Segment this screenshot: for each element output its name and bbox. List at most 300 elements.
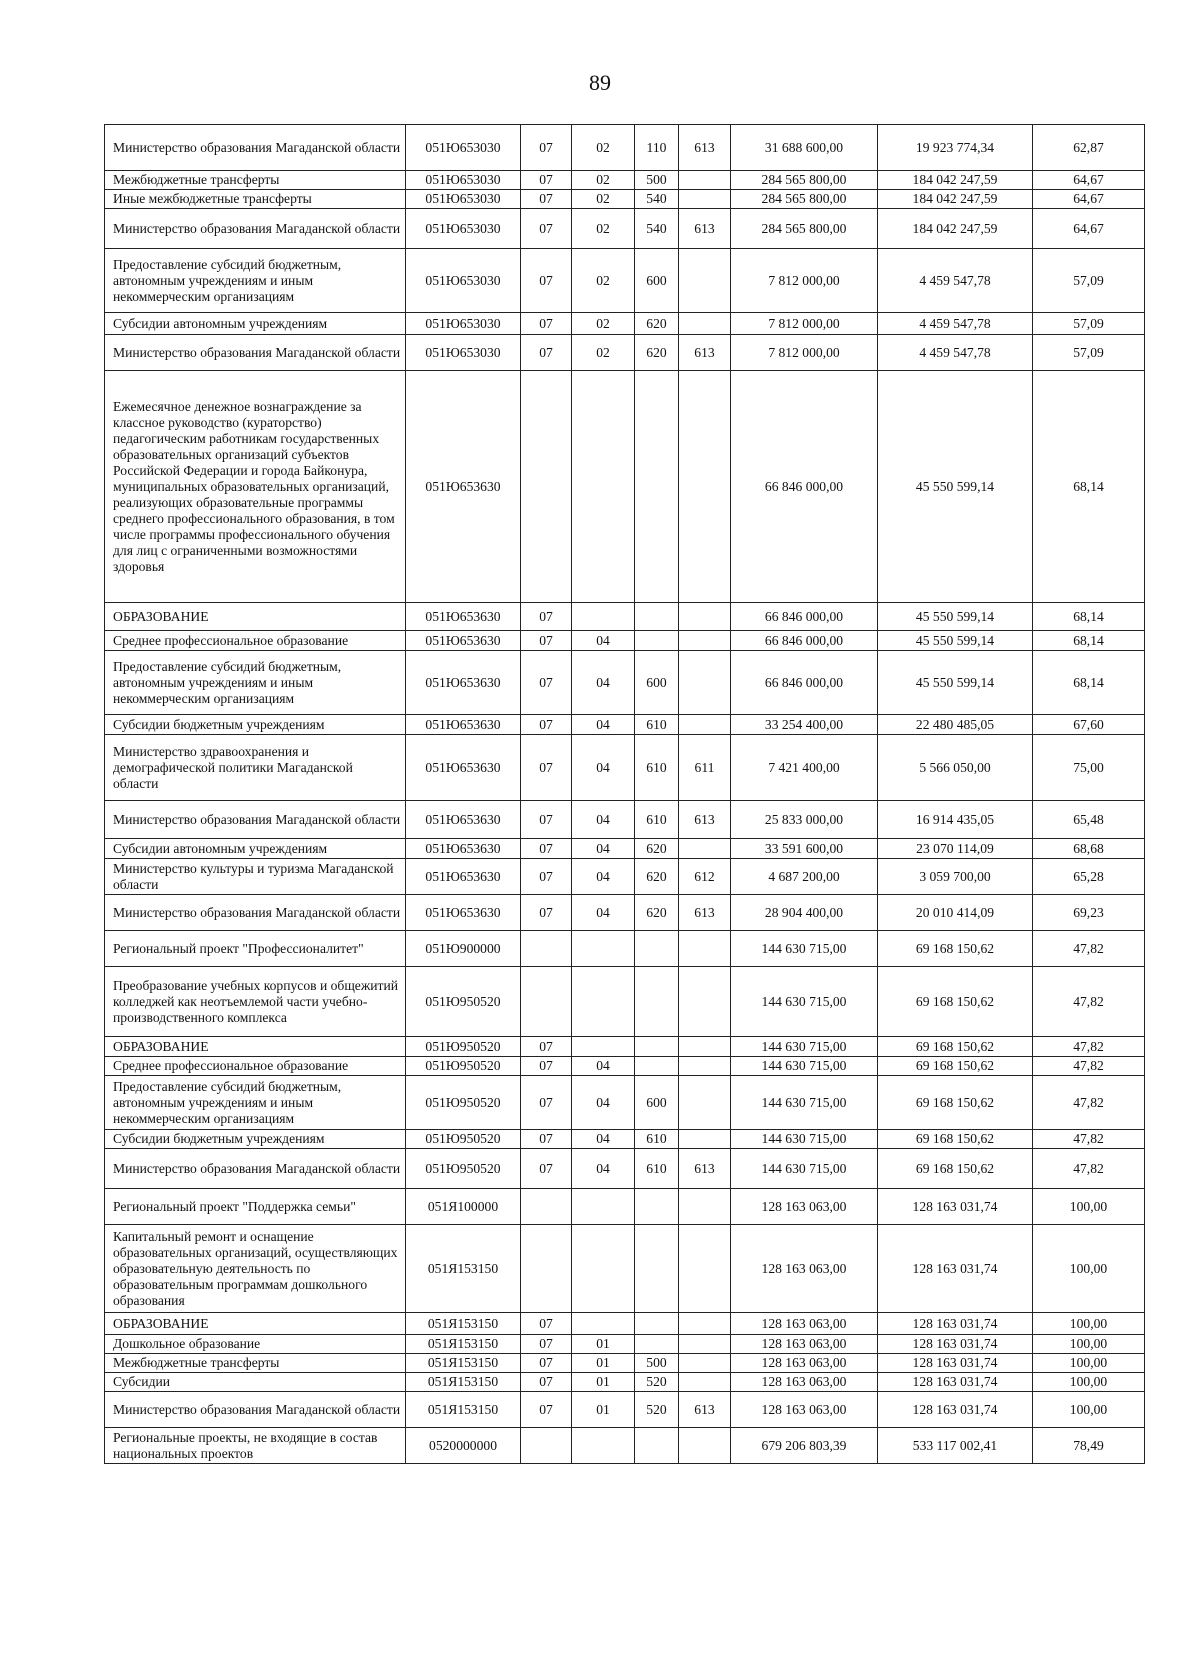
planned-amount: 4 687 200,00 [731,859,878,895]
execution-percent: 100,00 [1033,1373,1145,1392]
row-name: Субсидии бюджетным учреждениям [105,715,406,735]
budget-execution-table [104,124,1145,1464]
table-row [105,859,1145,895]
executed-amount: 184 042 247,59 [878,190,1033,209]
target-article-code: 051Ю950520 [406,1130,521,1149]
subsection-code: 04 [572,1057,635,1076]
section-code [521,1428,572,1464]
table-row [105,839,1145,859]
table-row [105,1189,1145,1225]
subsection-code: 01 [572,1373,635,1392]
subsection-code: 04 [572,839,635,859]
expense-type-code: 620 [635,335,679,371]
target-article-code: 051Ю653030 [406,313,521,335]
executed-amount: 3 059 700,00 [878,859,1033,895]
budget-manager-code: 613 [679,1392,731,1428]
row-name: Министерство здравоохранения и демографической политики Магаданской области [105,735,406,801]
expense-type-code: 610 [635,801,679,839]
executed-amount: 16 914 435,05 [878,801,1033,839]
section-code [521,1189,572,1225]
planned-amount: 66 846 000,00 [731,603,878,631]
execution-percent: 100,00 [1033,1392,1145,1428]
subsection-code: 04 [572,1076,635,1130]
row-name: ОБРАЗОВАНИЕ [105,1313,406,1335]
budget-manager-code: 613 [679,209,731,249]
section-code: 07 [521,859,572,895]
table-row [105,603,1145,631]
expense-type-code [635,603,679,631]
executed-amount: 69 168 150,62 [878,1076,1033,1130]
expense-type-code: 540 [635,190,679,209]
planned-amount: 25 833 000,00 [731,801,878,839]
executed-amount: 5 566 050,00 [878,735,1033,801]
row-name: Субсидии бюджетным учреждениям [105,1130,406,1149]
execution-percent: 47,82 [1033,1037,1145,1057]
row-name: Министерство культуры и туризма Магаданской области [105,859,406,895]
expense-type-code: 600 [635,1076,679,1130]
executed-amount: 128 163 031,74 [878,1225,1033,1313]
executed-amount: 20 010 414,09 [878,895,1033,931]
executed-amount: 128 163 031,74 [878,1392,1033,1428]
budget-manager-code [679,1037,731,1057]
executed-amount: 22 480 485,05 [878,715,1033,735]
execution-percent: 64,67 [1033,171,1145,190]
table-row [105,1428,1145,1464]
executed-amount: 533 117 002,41 [878,1428,1033,1464]
target-article-code: 051Ю653630 [406,801,521,839]
budget-manager-code [679,1373,731,1392]
target-article-code: 051Я153150 [406,1225,521,1313]
row-name: Межбюджетные трансферты [105,1354,406,1373]
target-article-code: 051Я153150 [406,1354,521,1373]
section-code: 07 [521,1373,572,1392]
executed-amount: 69 168 150,62 [878,1149,1033,1189]
target-article-code: 051Ю950520 [406,1076,521,1130]
table-row [105,1057,1145,1076]
target-article-code: 0520000000 [406,1428,521,1464]
expense-type-code [635,371,679,603]
expense-type-code [635,1335,679,1354]
budget-manager-code [679,603,731,631]
section-code: 07 [521,190,572,209]
planned-amount: 28 904 400,00 [731,895,878,931]
planned-amount: 284 565 800,00 [731,171,878,190]
row-name: Министерство образования Магаданской области [105,1392,406,1428]
row-name: Предоставление субсидий бюджетным, автономным учреждениям и иным некоммерческим организациям [105,249,406,313]
expense-type-code [635,1037,679,1057]
subsection-code: 01 [572,1335,635,1354]
row-name: Региональный проект "Поддержка семьи" [105,1189,406,1225]
target-article-code: 051Я153150 [406,1335,521,1354]
row-name: Преобразование учебных корпусов и общежитий колледжей как неотъемлемой части учебно-производственного комплекса [105,967,406,1037]
row-name: Субсидии [105,1373,406,1392]
execution-percent: 68,68 [1033,839,1145,859]
expense-type-code [635,1313,679,1335]
row-name: Министерство образования Магаданской области [105,801,406,839]
execution-percent: 78,49 [1033,1428,1145,1464]
row-name: ОБРАЗОВАНИЕ [105,1037,406,1057]
budget-manager-code: 613 [679,335,731,371]
expense-type-code [635,1225,679,1313]
budget-manager-code [679,313,731,335]
table-row [105,1225,1145,1313]
expense-type-code: 620 [635,859,679,895]
section-code: 07 [521,171,572,190]
executed-amount: 4 459 547,78 [878,313,1033,335]
table-row [105,967,1145,1037]
subsection-code: 02 [572,190,635,209]
executed-amount: 4 459 547,78 [878,249,1033,313]
execution-percent: 100,00 [1033,1354,1145,1373]
row-name: Министерство образования Магаданской области [105,335,406,371]
execution-percent: 62,87 [1033,125,1145,171]
target-article-code: 051Ю900000 [406,931,521,967]
execution-percent: 100,00 [1033,1335,1145,1354]
subsection-code: 04 [572,715,635,735]
row-name: Ежемесячное денежное вознаграждение за классное руководство (кураторство) педагогическим работникам государственных образовательных организаций субъектов Российской Федерации и города Байконура, муниципальных образовательных организаций, реализующих образовательные программы среднего профессионального образования, в том числе программы профессионального обучения для лиц с ограниченными возможностями здоровья [105,371,406,603]
expense-type-code: 540 [635,209,679,249]
subsection-code: 04 [572,1149,635,1189]
expense-type-code: 110 [635,125,679,171]
executed-amount: 69 168 150,62 [878,1130,1033,1149]
budget-manager-code [679,1335,731,1354]
executed-amount: 128 163 031,74 [878,1335,1033,1354]
execution-percent: 57,09 [1033,313,1145,335]
row-name: Министерство образования Магаданской области [105,209,406,249]
row-name: Министерство образования Магаданской области [105,895,406,931]
planned-amount: 144 630 715,00 [731,967,878,1037]
planned-amount: 33 591 600,00 [731,839,878,859]
planned-amount: 66 846 000,00 [731,371,878,603]
planned-amount: 144 630 715,00 [731,1037,878,1057]
expense-type-code: 610 [635,735,679,801]
planned-amount: 128 163 063,00 [731,1373,878,1392]
budget-manager-code [679,1130,731,1149]
page-number: 89 [589,70,611,95]
expense-type-code: 520 [635,1373,679,1392]
section-code: 07 [521,603,572,631]
execution-percent: 47,82 [1033,1076,1145,1130]
subsection-code: 02 [572,313,635,335]
target-article-code: 051Ю653630 [406,859,521,895]
execution-percent: 68,14 [1033,603,1145,631]
target-article-code: 051Ю653630 [406,715,521,735]
subsection-code: 04 [572,859,635,895]
executed-amount: 45 550 599,14 [878,631,1033,651]
planned-amount: 128 163 063,00 [731,1189,878,1225]
section-code: 07 [521,651,572,715]
planned-amount: 144 630 715,00 [731,931,878,967]
budget-manager-code: 611 [679,735,731,801]
budget-manager-code [679,1313,731,1335]
budget-manager-code [679,967,731,1037]
row-name: Министерство образования Магаданской области [105,125,406,171]
executed-amount: 45 550 599,14 [878,603,1033,631]
execution-percent: 64,67 [1033,190,1145,209]
planned-amount: 128 163 063,00 [731,1392,878,1428]
section-code: 07 [521,839,572,859]
budget-manager-code [679,249,731,313]
subsection-code: 01 [572,1354,635,1373]
target-article-code: 051Ю653030 [406,335,521,371]
execution-percent: 65,28 [1033,859,1145,895]
execution-percent: 57,09 [1033,249,1145,313]
section-code: 07 [521,249,572,313]
row-name: Среднее профессиональное образование [105,631,406,651]
budget-manager-code [679,190,731,209]
expense-type-code [635,967,679,1037]
section-code [521,931,572,967]
execution-percent: 64,67 [1033,209,1145,249]
table-row [105,631,1145,651]
executed-amount: 128 163 031,74 [878,1313,1033,1335]
section-code: 07 [521,1076,572,1130]
section-code [521,371,572,603]
expense-type-code [635,1057,679,1076]
target-article-code: 051Я153150 [406,1392,521,1428]
planned-amount: 144 630 715,00 [731,1076,878,1130]
execution-percent: 47,82 [1033,1149,1145,1189]
section-code: 07 [521,209,572,249]
target-article-code: 051Ю653030 [406,125,521,171]
executed-amount: 45 550 599,14 [878,651,1033,715]
execution-percent: 47,82 [1033,1057,1145,1076]
target-article-code: 051Я153150 [406,1313,521,1335]
planned-amount: 7 812 000,00 [731,335,878,371]
subsection-code: 04 [572,631,635,651]
budget-manager-code: 613 [679,125,731,171]
section-code: 07 [521,715,572,735]
table-row [105,801,1145,839]
subsection-code: 04 [572,895,635,931]
target-article-code: 051Ю653630 [406,895,521,931]
expense-type-code: 500 [635,1354,679,1373]
subsection-code: 02 [572,171,635,190]
row-name: Субсидии автономным учреждениям [105,313,406,335]
expense-type-code: 620 [635,895,679,931]
section-code: 07 [521,631,572,651]
execution-percent: 47,82 [1033,931,1145,967]
planned-amount: 7 812 000,00 [731,313,878,335]
expense-type-code [635,1428,679,1464]
row-name: Капитальный ремонт и оснащение образовательных организаций, осуществляющих образовательную деятельность по образовательным программам дошкольного образования [105,1225,406,1313]
budget-manager-code [679,371,731,603]
table-row [105,1130,1145,1149]
execution-percent: 100,00 [1033,1313,1145,1335]
table-row [105,715,1145,735]
execution-percent: 47,82 [1033,967,1145,1037]
expense-type-code: 610 [635,1130,679,1149]
section-code [521,1225,572,1313]
subsection-code [572,1428,635,1464]
row-name: Региональный проект "Профессионалитет" [105,931,406,967]
budget-manager-code: 613 [679,801,731,839]
subsection-code [572,1189,635,1225]
subsection-code [572,967,635,1037]
budget-manager-code [679,1076,731,1130]
row-name: Межбюджетные трансферты [105,171,406,190]
subsection-code [572,1225,635,1313]
expense-type-code: 610 [635,1149,679,1189]
row-name: Предоставление субсидий бюджетным, автономным учреждениям и иным некоммерческим организациям [105,1076,406,1130]
target-article-code: 051Ю653630 [406,631,521,651]
target-article-code: 051Ю653030 [406,209,521,249]
execution-percent: 75,00 [1033,735,1145,801]
section-code: 07 [521,1335,572,1354]
row-name: Дошкольное образование [105,1335,406,1354]
table-body [105,125,1145,1464]
subsection-code: 01 [572,1392,635,1428]
target-article-code: 051Ю653030 [406,249,521,313]
planned-amount: 33 254 400,00 [731,715,878,735]
subsection-code: 04 [572,735,635,801]
target-article-code: 051Ю950520 [406,1037,521,1057]
budget-manager-code [679,839,731,859]
execution-percent: 68,14 [1033,631,1145,651]
section-code: 07 [521,125,572,171]
table-row [105,895,1145,931]
budget-manager-code [679,1225,731,1313]
expense-type-code [635,1189,679,1225]
executed-amount: 69 168 150,62 [878,1057,1033,1076]
executed-amount: 69 168 150,62 [878,1037,1033,1057]
table-row [105,1335,1145,1354]
table-row [105,1373,1145,1392]
table-row [105,1354,1145,1373]
budget-manager-code [679,1057,731,1076]
expense-type-code: 620 [635,839,679,859]
execution-percent: 47,82 [1033,1130,1145,1149]
table-row [105,1076,1145,1130]
section-code: 07 [521,1130,572,1149]
section-code: 07 [521,1313,572,1335]
target-article-code: 051Ю653630 [406,839,521,859]
executed-amount: 184 042 247,59 [878,171,1033,190]
subsection-code: 04 [572,801,635,839]
budget-manager-code [679,651,731,715]
executed-amount: 23 070 114,09 [878,839,1033,859]
expense-type-code: 620 [635,313,679,335]
executed-amount: 69 168 150,62 [878,931,1033,967]
subsection-code [572,1313,635,1335]
target-article-code: 051Ю653630 [406,651,521,715]
table-row [105,171,1145,190]
expense-type-code: 600 [635,651,679,715]
table-row [105,651,1145,715]
subsection-code [572,1037,635,1057]
section-code: 07 [521,1392,572,1428]
executed-amount: 4 459 547,78 [878,335,1033,371]
table-row [105,1313,1145,1335]
budget-manager-code: 612 [679,859,731,895]
target-article-code: 051Я100000 [406,1189,521,1225]
target-article-code: 051Ю653630 [406,603,521,631]
budget-manager-code [679,715,731,735]
subsection-code: 04 [572,1130,635,1149]
planned-amount: 66 846 000,00 [731,631,878,651]
subsection-code: 04 [572,651,635,715]
table-row [105,735,1145,801]
row-name: Среднее профессиональное образование [105,1057,406,1076]
executed-amount: 45 550 599,14 [878,371,1033,603]
budget-manager-code: 613 [679,1149,731,1189]
execution-percent: 69,23 [1033,895,1145,931]
execution-percent: 68,14 [1033,371,1145,603]
section-code: 07 [521,895,572,931]
target-article-code: 051Ю653630 [406,735,521,801]
table-row [105,1037,1145,1057]
target-article-code: 051Ю950520 [406,967,521,1037]
execution-percent: 100,00 [1033,1189,1145,1225]
planned-amount: 7 812 000,00 [731,249,878,313]
row-name: Субсидии автономным учреждениям [105,839,406,859]
planned-amount: 31 688 600,00 [731,125,878,171]
budget-manager-code [679,1354,731,1373]
expense-type-code: 600 [635,249,679,313]
executed-amount: 128 163 031,74 [878,1354,1033,1373]
table-row [105,249,1145,313]
subsection-code: 02 [572,249,635,313]
budget-manager-code [679,1189,731,1225]
subsection-code [572,931,635,967]
planned-amount: 128 163 063,00 [731,1354,878,1373]
subsection-code: 02 [572,209,635,249]
planned-amount: 128 163 063,00 [731,1313,878,1335]
executed-amount: 128 163 031,74 [878,1373,1033,1392]
table-row [105,335,1145,371]
expense-type-code [635,631,679,651]
planned-amount: 679 206 803,39 [731,1428,878,1464]
planned-amount: 66 846 000,00 [731,651,878,715]
executed-amount: 19 923 774,34 [878,125,1033,171]
planned-amount: 128 163 063,00 [731,1225,878,1313]
execution-percent: 57,09 [1033,335,1145,371]
section-code: 07 [521,735,572,801]
budget-manager-code [679,1428,731,1464]
target-article-code: 051Ю653630 [406,371,521,603]
planned-amount: 144 630 715,00 [731,1057,878,1076]
budget-manager-code: 613 [679,895,731,931]
target-article-code: 051Ю950520 [406,1057,521,1076]
table-row [105,1392,1145,1428]
executed-amount: 184 042 247,59 [878,209,1033,249]
expense-type-code: 500 [635,171,679,190]
table-row [105,125,1145,171]
table-row [105,313,1145,335]
planned-amount: 144 630 715,00 [731,1130,878,1149]
subsection-code: 02 [572,125,635,171]
execution-percent: 100,00 [1033,1225,1145,1313]
budget-manager-code [679,631,731,651]
expense-type-code: 520 [635,1392,679,1428]
planned-amount: 128 163 063,00 [731,1335,878,1354]
executed-amount: 128 163 031,74 [878,1189,1033,1225]
section-code: 07 [521,801,572,839]
target-article-code: 051Я153150 [406,1373,521,1392]
subsection-code [572,371,635,603]
table-row [105,1149,1145,1189]
row-name: Министерство образования Магаданской области [105,1149,406,1189]
row-name: Региональные проекты, не входящие в состав национальных проектов [105,1428,406,1464]
section-code: 07 [521,1037,572,1057]
planned-amount: 144 630 715,00 [731,1149,878,1189]
section-code [521,967,572,1037]
row-name: Иные межбюджетные трансферты [105,190,406,209]
section-code: 07 [521,313,572,335]
row-name: ОБРАЗОВАНИЕ [105,603,406,631]
table-row [105,190,1145,209]
planned-amount: 7 421 400,00 [731,735,878,801]
